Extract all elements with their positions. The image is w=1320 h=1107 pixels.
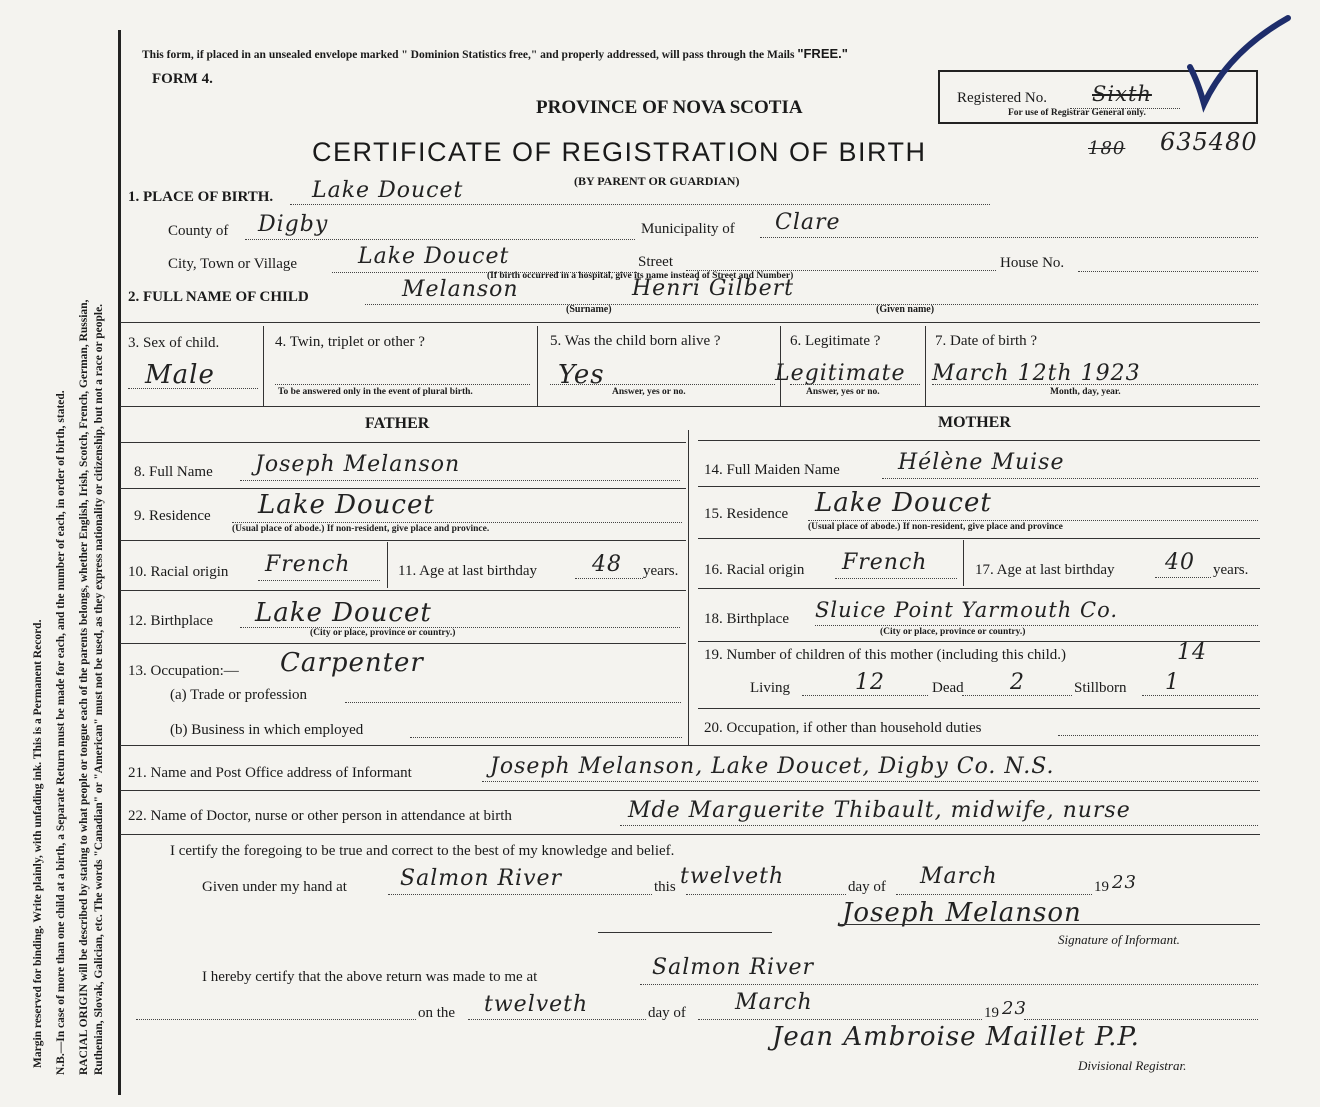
mother-age-value: 40 bbox=[1165, 550, 1195, 575]
registrar-signature: Jean Ambroise Maillet P.P. bbox=[772, 1022, 1140, 1052]
mother-residence-value: Lake Doucet bbox=[815, 488, 992, 518]
sex-label: 3. Sex of child. bbox=[128, 335, 220, 351]
province-title: PROVINCE OF NOVA SCOTIA bbox=[536, 97, 803, 118]
mother-race-value: French bbox=[842, 550, 928, 575]
mother-occupation-label: 20. Occupation, if other than household duties bbox=[704, 720, 982, 736]
mother-birthplace-value: Sluice Point Yarmouth Co. bbox=[815, 598, 1119, 622]
mother-name-label: 14. Full Maiden Name bbox=[704, 462, 840, 478]
living-label: Living bbox=[750, 680, 790, 696]
county-value: Digby bbox=[258, 212, 329, 237]
street-label: Street bbox=[638, 254, 673, 270]
given-under-label: Given under my hand at bbox=[202, 879, 347, 895]
city-label: City, Town or Village bbox=[168, 256, 298, 272]
mother-children-label: 19. Number of children of this mother (including this child.) bbox=[704, 647, 1067, 663]
father-residence-note: (Usual place of abode.) If non-resident, give place and province. bbox=[232, 524, 490, 534]
dob-note: Month, day, year. bbox=[1050, 387, 1121, 397]
legitimate-label: 6. Legitimate ? bbox=[790, 333, 881, 349]
surname-caption: (Surname) bbox=[566, 304, 612, 315]
place-of-birth-value: Lake Doucet bbox=[312, 178, 464, 203]
binding-margin-line bbox=[118, 30, 121, 1095]
checkmark-icon bbox=[1180, 12, 1295, 117]
child-given-name: Henri Gilbert bbox=[632, 276, 795, 301]
hereby-certify-label: I hereby certify that the above return was made to me at bbox=[202, 969, 538, 985]
mother-children-value: 14 bbox=[1177, 640, 1207, 665]
stillborn-value: 1 bbox=[1165, 670, 1180, 695]
page-subtitle: (BY PARENT OR GUARDIAN) bbox=[574, 174, 740, 188]
father-name-label: 8. Full Name bbox=[134, 464, 213, 480]
father-age-value: 48 bbox=[592, 552, 622, 577]
this-label: this bbox=[654, 879, 676, 895]
registration-year-prefix: 19 bbox=[984, 1005, 999, 1021]
cert-number-struck: 180 bbox=[1088, 138, 1126, 159]
given-year: 23 bbox=[1112, 872, 1137, 893]
day-of-label: day of bbox=[848, 879, 886, 895]
given-year-prefix: 19 bbox=[1094, 879, 1109, 895]
twin-label: 4. Twin, triplet or other ? bbox=[275, 334, 425, 350]
father-years-label: years. bbox=[643, 563, 679, 579]
child-name-label: 2. FULL NAME OF CHILD bbox=[128, 289, 309, 305]
place-of-birth-label: 1. PLACE OF BIRTH. bbox=[128, 189, 274, 205]
registration-year: 23 bbox=[1002, 998, 1027, 1019]
mother-heading: MOTHER bbox=[938, 414, 1011, 431]
margin-note-2: N.B.—In case of more than one child at a birth, a Separate Return must be made for each, and the number of each, in order of birth, stated. bbox=[55, 390, 67, 1075]
mail-notice: This form, if placed in an unsealed envelope marked " Dominion Statistics free," and properly addressed, will pass through the Mails "FREE." bbox=[142, 46, 848, 61]
mother-birthplace-label: 18. Birthplace bbox=[704, 611, 789, 627]
doctor-value: Mde Marguerite Thibault, midwife, nurse bbox=[628, 798, 1131, 823]
father-heading: FATHER bbox=[365, 415, 430, 432]
county-label: County of bbox=[168, 223, 229, 239]
father-birthplace-value: Lake Doucet bbox=[255, 598, 432, 628]
municipality-value: Clare bbox=[775, 210, 841, 235]
informant-signature: Joseph Melanson bbox=[842, 898, 1082, 928]
father-residence-label: 9. Residence bbox=[134, 508, 211, 524]
mother-birthplace-note: (City or place, province or country.) bbox=[880, 627, 1026, 637]
dob-label: 7. Date of birth ? bbox=[935, 333, 1038, 349]
registrar-use-note: For use of Registrar General only. bbox=[1008, 108, 1146, 118]
registered-no-struck: Sixth bbox=[1092, 82, 1152, 106]
margin-note-3: RACIAL ORIGIN will be described by stating to what people or tongue each of the parents belongs, whether English, Irish, Scotch, French, German, Russian, bbox=[78, 299, 90, 1075]
margin-notes bbox=[0, 0, 118, 1107]
dead-value: 2 bbox=[1010, 670, 1025, 695]
father-birthplace-note: (City or place, province or country.) bbox=[310, 628, 456, 638]
page-title: CERTIFICATE OF REGISTRATION OF BIRTH bbox=[312, 137, 927, 167]
form-number: FORM 4. bbox=[152, 71, 213, 87]
father-race-label: 10. Racial origin bbox=[128, 564, 229, 580]
alive-value: Yes bbox=[558, 360, 605, 390]
certify-statement: I certify the foregoing to be true and correct to the best of my knowledge and belief. bbox=[170, 843, 675, 859]
mother-years-label: years. bbox=[1213, 562, 1249, 578]
stillborn-label: Stillborn bbox=[1074, 680, 1127, 696]
mother-age-label: 17. Age at last birthday bbox=[975, 562, 1115, 578]
cert-number: 635480 bbox=[1160, 128, 1258, 156]
given-name-caption: (Given name) bbox=[876, 304, 935, 315]
registrar-caption: Divisional Registrar. bbox=[1078, 1058, 1187, 1073]
city-value: Lake Doucet bbox=[358, 244, 510, 269]
alive-label: 5. Was the child born alive ? bbox=[550, 333, 721, 349]
father-occupation-label: 13. Occupation:— bbox=[128, 663, 239, 679]
father-name-value: Joseph Melanson bbox=[255, 452, 461, 477]
hospital-note: (If birth occurred in a hospital, give its name instead of Street and Number) bbox=[487, 271, 794, 281]
father-occupation-value: Carpenter bbox=[280, 648, 424, 678]
alive-note: Answer, yes or no. bbox=[612, 387, 686, 397]
sex-value: Male bbox=[145, 360, 215, 390]
mother-race-label: 16. Racial origin bbox=[704, 562, 805, 578]
doctor-label: 22. Name of Doctor, nurse or other person in attendance at birth bbox=[128, 808, 512, 824]
registration-month: March bbox=[735, 990, 813, 1015]
father-birthplace-label: 12. Birthplace bbox=[128, 613, 213, 629]
given-day: twelveth bbox=[680, 864, 785, 889]
informant-signature-caption: Signature of Informant. bbox=[1058, 932, 1180, 947]
house-no-label: House No. bbox=[1000, 255, 1065, 271]
legitimate-value: Legitimate bbox=[775, 361, 906, 386]
registered-no-label: Registered No. bbox=[957, 90, 1047, 106]
registration-day-of-label: day of bbox=[648, 1005, 686, 1021]
mother-name-value: Hélène Muise bbox=[898, 450, 1065, 475]
mother-residence-label: 15. Residence bbox=[704, 506, 789, 522]
twin-note: To be answered only in the event of plural birth. bbox=[278, 387, 473, 397]
dead-label: Dead bbox=[932, 680, 964, 696]
father-age-label: 11. Age at last birthday bbox=[398, 563, 537, 579]
margin-note-1: Margin reserved for binding. Write plainly, with unfading ink. This is a Permanent Record. bbox=[32, 619, 44, 1068]
informant-value: Joseph Melanson, Lake Doucet, Digby Co. N.S. bbox=[490, 754, 1055, 779]
father-race-value: French bbox=[265, 552, 351, 577]
father-trade-label: (a) Trade or profession bbox=[170, 687, 308, 703]
mother-residence-note: (Usual place of abode.) If non-resident, give place and province bbox=[808, 522, 1063, 532]
on-the-label: on the bbox=[418, 1005, 456, 1021]
margin-note-4: Ruthenian, Slovak, Galician, etc. The words "Canadian" or "American" must not be used, as they express nationality or citizenship, but not a race or people. bbox=[93, 303, 105, 1075]
living-value: 12 bbox=[855, 670, 885, 695]
father-business-label: (b) Business in which employed bbox=[170, 722, 364, 738]
registration-day: twelveth bbox=[484, 992, 589, 1017]
legitimate-note: Answer, yes or no. bbox=[806, 387, 880, 397]
municipality-label: Municipality of bbox=[641, 221, 735, 237]
dob-value: March 12th 1923 bbox=[932, 361, 1141, 386]
given-place: Salmon River bbox=[400, 866, 563, 891]
registration-place: Salmon River bbox=[652, 955, 815, 980]
informant-label: 21. Name and Post Office address of Informant bbox=[128, 765, 412, 781]
father-residence-value: Lake Doucet bbox=[258, 490, 435, 520]
child-surname: Melanson bbox=[402, 277, 519, 302]
given-month: March bbox=[920, 864, 998, 889]
